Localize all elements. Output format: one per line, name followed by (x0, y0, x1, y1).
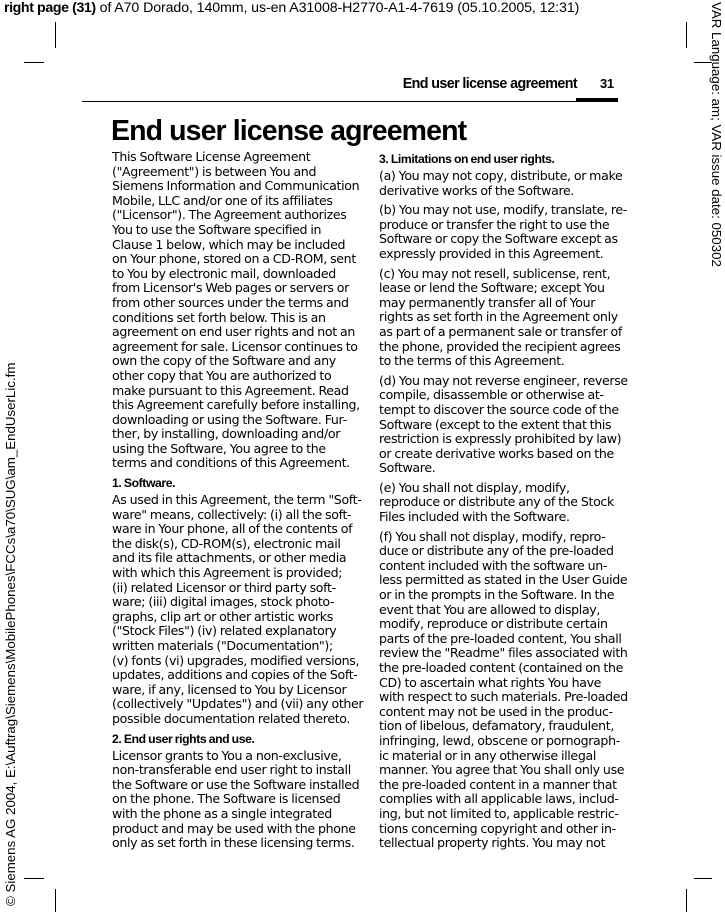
text-line: Software or copy the Software except as (379, 231, 618, 247)
text-line: reproduce or distribute any of the Stock (379, 494, 614, 510)
text-line: tempt to discover the source code of the (379, 401, 619, 417)
print-slug (4, 0, 579, 17)
text-line: Licensor grants to You a non-exclusive, (112, 747, 342, 763)
text-line: the disk(s), CD-ROM(s), electronic mail (112, 535, 341, 551)
text-line: Clause 1 below, which may be included (112, 236, 346, 252)
text-line: or create derivative works based on the (379, 445, 614, 461)
text-line: the phone, provided the recipient agrees (379, 338, 621, 354)
text-line: ware in Your phone, all of the contents of (112, 521, 353, 537)
text-line: parts of the pre-loaded content, You shall (379, 630, 622, 646)
text-line: (ii) related Licensor or third party soft- (112, 579, 336, 595)
text-line: with which this Agreement is provided; (112, 565, 343, 581)
copyright-file-path: © Siemens AG 2004, E:\Auftrag\Siemens\MobilePhones\FCCs\a70\SUG\am_EndUserLic.fm (3, 362, 18, 906)
text-line: with respect to such materials. Pre-loaded (379, 689, 628, 705)
text-line: less permitted as stated in the User Guide (379, 572, 628, 588)
page-number: 31 (600, 76, 614, 91)
text-line: written materials ("Documentation"); (112, 638, 333, 653)
clause-e (379, 481, 623, 525)
text-line: (c) You may not resell, sublicense, rent, (379, 265, 611, 281)
text-line: own the copy of the Software and any (112, 353, 336, 369)
text-line: lease or lend the Software; except You (379, 280, 605, 296)
text-line: Software. (379, 460, 436, 476)
running-head (0, 74, 725, 98)
text-line: tion of libelous, defamatory, fraudulent, (379, 718, 615, 734)
text-line: non-transferable end user right to install (112, 762, 351, 778)
text-line: Software (except to the extent that this (379, 416, 612, 432)
text-line: You to use the Software specified in (112, 221, 322, 237)
section-heading-end-user-rights: 2. End user rights and use. (112, 731, 255, 746)
crop-mark-bottom-right-horizontal (694, 878, 712, 879)
text-line: to the terms of this Agreement. (379, 353, 565, 369)
text-line: from other sources under the terms and (112, 294, 349, 310)
text-line: (d) You may not reverse engineer, reverse (379, 372, 628, 388)
clause-c (379, 267, 623, 369)
text-line: updates, additions and copies of the Soft- (112, 667, 358, 683)
text-line: content may not be used in the produc- (379, 703, 613, 719)
text-line: ware" means, collectively: (i) all the soft- (112, 506, 352, 522)
text-line: ic material or in any otherwise illegal (379, 747, 596, 763)
text-line: As used in this Agreement, the term "Soft- (112, 492, 362, 508)
text-line: tellectual property rights. You may not (379, 835, 606, 851)
var-language-info: VAR Language: am; VAR issue date: 050302 (709, 2, 724, 267)
section-end-user-rights-paragraph (112, 747, 360, 851)
text-line: content included with the software un- (379, 557, 608, 573)
text-line: to You by electronic mail, downloaded (112, 265, 336, 281)
text-line: may permanently transfer all of Your (379, 294, 596, 310)
text-line: ("Licensor"). The Agreement authorizes (112, 207, 347, 223)
text-line: terms and conditions of this Agreement. (112, 455, 350, 471)
text-line: agreement for sale. Licensor continues to (112, 338, 358, 354)
text-line: (collectively "Updates") and (vii) any other (112, 696, 364, 712)
text-line: as part of a permanent sale or transfer of (379, 323, 622, 339)
text-line: on Your phone, stored on a CD-ROM, sent (112, 251, 356, 267)
crop-mark-top-left-horizontal (24, 62, 44, 63)
text-line: conditions set forth below. This is an (112, 309, 326, 325)
text-line: using the Software, You agree to the (112, 440, 326, 456)
clause-a (379, 169, 623, 198)
text-line: the pre-loaded content in a manner that (379, 776, 617, 792)
text-line: downloading or using the Software. Fur- (112, 411, 347, 427)
text-line: Siemens Information and Communication (112, 178, 360, 194)
page-title: End user license agreement (111, 115, 467, 147)
text-line: manner. You agree that You shall only use (379, 762, 625, 778)
crop-mark-top-left-vertical (55, 22, 56, 48)
text-line: derivative works of the Software. (379, 182, 575, 198)
text-line: expressly provided in this Agreement. (379, 245, 604, 261)
text-line: Mobile, LLC and/or one of its affiliates (112, 192, 333, 208)
text-line: event that You are allowed to display, (379, 601, 601, 617)
text-line: duce or distribute any of the pre-loaded (379, 543, 614, 559)
text-line: with the phone as a single integrated (112, 805, 332, 821)
text-line: or in the prompts in the Software. In the (379, 587, 615, 603)
header-rule-accent (576, 98, 618, 102)
crop-mark-bottom-left-horizontal (24, 878, 44, 879)
section-heading-software: 1. Software. (112, 476, 176, 491)
text-line: compile, disassemble or otherwise at- (379, 387, 604, 403)
text-line: from Licensor's Web pages or servers or (112, 280, 349, 296)
text-line: (b) You may not use, modify, translate, re- (379, 202, 627, 218)
text-line: tions concerning copyright and other in- (379, 820, 616, 836)
text-line: the pre-loaded content (contained on the (379, 660, 624, 675)
text-line: ware, if any, licensed to You by Licensor (112, 681, 347, 697)
text-line: ing, but not limited to, applicable restric- (379, 805, 619, 821)
text-line: on the phone. The Software is licensed (112, 791, 341, 807)
clause-b (379, 202, 627, 261)
text-line: the Software or use the Software installed (112, 776, 360, 792)
text-line: CD) to ascertain what rights You have (379, 674, 602, 690)
text-line: and its file attachments, or other media (112, 550, 347, 566)
slug-details: of A70 Dorado, 140mm, us-en A31008-H2770-A1-4-7619 (05.10.2005, 12:31) (95, 0, 580, 16)
text-line: rights as set forth in the Agreement only (379, 309, 618, 325)
text-line: ("Agreement") is between You and (112, 163, 317, 179)
intro-paragraph (112, 149, 360, 471)
crop-mark-top-right-vertical (686, 22, 687, 48)
text-line: review the "Readme" files associated with (379, 645, 628, 661)
running-head-title: End user license agreement (402, 76, 577, 92)
section-heading-limitations: 3. Limitations on end user rights. (379, 152, 555, 166)
text-line: graphs, clip art or other artistic works (112, 608, 333, 624)
slug-page-label: right page (31) (4, 0, 96, 16)
crop-mark-bottom-right-vertical (686, 889, 687, 912)
text-line: only as set forth in these licensing terms. (112, 835, 355, 851)
text-line: infringing, lewd, obscene or pornograph- (379, 732, 620, 748)
text-line: Files included with the Software. (379, 509, 570, 525)
text-line: produce or transfer the right to use the (379, 216, 610, 232)
text-line: ware; (iii) digital images, stock photo- (112, 594, 335, 610)
text-line: modify, reproduce or distribute certain (379, 616, 608, 632)
section-software-paragraph (112, 492, 364, 727)
header-rule (82, 101, 618, 102)
text-line: agreement on end user rights and not an (112, 324, 355, 340)
text-line: product and may be used with the phone (112, 820, 356, 836)
text-line: This Software License Agreement (112, 149, 311, 164)
text-line: this Agreement carefully before installing, (112, 397, 360, 413)
crop-mark-bottom-left-vertical (55, 889, 56, 912)
text-line: possible documentation related thereto. (112, 710, 351, 726)
text-line: restriction is expressly prohibited by law) (379, 431, 622, 447)
text-line: ther, by installing, downloading and/or (112, 426, 341, 442)
text-line: complies with all applicable laws, includ- (379, 791, 619, 807)
text-line: (a) You may not copy, distribute, or make (379, 168, 623, 183)
text-line: (v) fonts (vi) upgrades, modified versions, (112, 652, 360, 668)
right-column (379, 151, 628, 856)
clause-f (379, 528, 628, 851)
clause-d (379, 372, 628, 476)
text-line: (e) You shall not display, modify, (379, 479, 570, 495)
text-line: ("Stock Files") (iv) related explanatory (112, 623, 337, 639)
text-line: other copy that You are authorized to (112, 367, 332, 383)
text-line: (f) You shall not display, modify, repro- (379, 528, 606, 544)
text-line: make pursuant to this Agreement. Read (112, 382, 349, 398)
left-column (112, 149, 364, 856)
